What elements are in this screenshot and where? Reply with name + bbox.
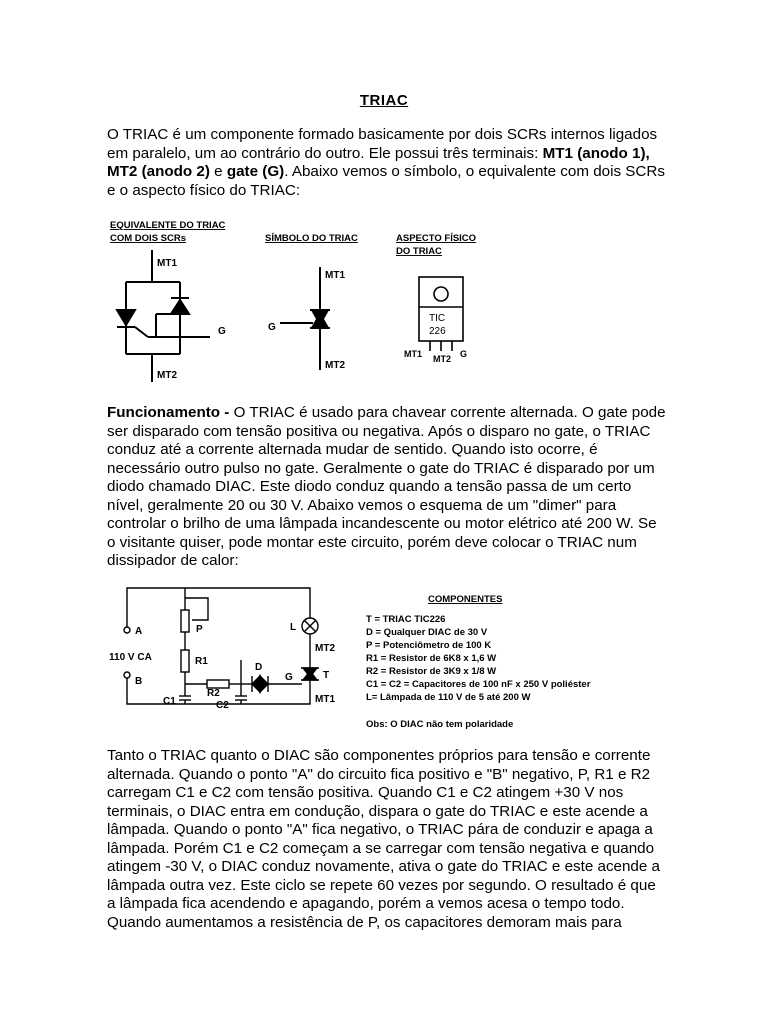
- aspect-title-line2: DO TRIAC: [396, 246, 442, 257]
- component-item: R1 = Resistor de 6K8 x 1,6 W: [366, 653, 497, 664]
- page-title: TRIAC: [359, 92, 409, 109]
- circuit-voltage-label: 110 V CA: [109, 652, 152, 663]
- circuit-d-label: D: [255, 662, 263, 673]
- chip-label-line1: TIC: [429, 313, 446, 324]
- triac-symbol: [280, 267, 330, 370]
- funcionamento-heading: Funcionamento -: [107, 404, 234, 421]
- funcionamento-text: O TRIAC é usado para chavear corrente alternada. O gate pode ser disparado com tensão positiva ou negativa. Após o disparo no gate, o TRIAC conduz até a corrente alternada mudar de sentido. Quando isto ocorre, é necessário outro pulso no gate. Geralmente o gate do TRIAC é disparado por um diodo chamado DIAC. Este diodo conduz quando a tensão passa de um certo nível, geralmente 20 ou 30 V. Abaixo vemos o esquema de um "dimer" para controlar o brilho de uma lâmpada incandescente ou motor elétrico até 200 W. Se o visitante quiser, pode montar este circuito, porém deve colocar o TRIAC num dissipador de calor:: [107, 404, 666, 569]
- equivalent-circuit: [117, 250, 210, 382]
- circuit-t-label: T: [323, 670, 330, 681]
- component-item: D = Qualquer DIAC de 30 V: [366, 627, 488, 638]
- package-mt1-label: MT1: [404, 349, 422, 359]
- intro-text-2: e: [209, 163, 227, 180]
- equivalent-title-line2: COM DOIS SCRs: [110, 233, 187, 244]
- symbol-g-label: G: [268, 322, 276, 333]
- component-item: T = TRIAC TIC226: [366, 614, 446, 625]
- circuit-mt2-label: MT2: [315, 643, 335, 654]
- symbol-title: SÍMBOLO DO TRIAC: [265, 233, 358, 244]
- circuit-c2-label: C2: [216, 700, 229, 711]
- circuit-l-label: L: [290, 622, 297, 633]
- symbol-mt2-label: MT2: [325, 360, 345, 371]
- triac-figure: [100, 210, 500, 390]
- intro-text-1: O TRIAC é um componente formado basicamente por dois SCRs internos ligados em paralelo, um ao contrário do outro. Ele possui três terminais:: [107, 126, 658, 162]
- components-note: Obs: O DIAC não tem polaridade: [366, 719, 514, 730]
- component-item: C1 = C2 = Capacitores de 100 nF x 250 V poliéster: [366, 679, 591, 690]
- package-mt2-label: MT2: [433, 354, 451, 364]
- circuit-c1-label: C1: [163, 696, 176, 707]
- equivalent-mt1-label: MT1: [157, 258, 177, 269]
- circuit-g-label: G: [285, 672, 293, 683]
- symbol-mt1-label: MT1: [325, 270, 345, 281]
- equivalent-g-label: G: [218, 326, 226, 337]
- component-item: L= Lâmpada de 110 V de 5 até 200 W: [366, 692, 531, 703]
- intro-bold-2: gate (G): [226, 163, 285, 180]
- package-g-label: G: [460, 349, 468, 359]
- circuit-a-label: A: [135, 626, 143, 637]
- intro-bold-1: MT1 (anodo 1), MT2 (anodo 2): [107, 144, 650, 180]
- dimmer-circuit: [105, 580, 345, 715]
- chip-label-line2: 226: [429, 326, 446, 337]
- component-item: P = Potenciômetro de 100 K: [366, 640, 492, 651]
- circuit-mt1-label: MT1: [315, 694, 335, 705]
- components-heading: COMPONENTES: [428, 594, 503, 605]
- component-item: R2 = Resistor de 3K9 x 1/8 W: [366, 666, 497, 677]
- closing-paragraph: Tanto o TRIAC quanto o DIAC são componentes próprios para tensão e corrente alternada. Quando o ponto "A" do circuito fica positivo e "B" negativo, P, R1 e R2 carregam C1 e C2 com tensão positiva. Quando C1 e C2 atingem +30 V nos terminais, o DIAC entra em condução, dispara o gate do TRIAC e este acende a lâmpada. Quando o ponto "A" fica negativo, o TRIAC pára de conduzir e apaga a lâmpada. Porém C1 e C2 começam a se carregar com tensão negativa e quando atingem -30 V, o DIAC conduz novamente, ativa o gate do TRIAC e este acende a lâmpada outra vez. Este ciclo se repete 60 vezes por segundo. O resultado é que a lâmpada fica acendendo e apagando, porém a vemos acesa o tempo todo. Quando aumentamos a resistência de P, os capacitores demoram mais para: [107, 747, 660, 931]
- intro-text-3: . Abaixo vemos o símbolo, o equivalente com dois SCRs e o aspecto físico do TRIAC:: [107, 163, 665, 199]
- circuit-b-label: B: [135, 676, 143, 687]
- circuit-r2-label: R2: [207, 688, 220, 699]
- funcionamento-paragraph: [107, 404, 667, 571]
- equivalent-mt2-label: MT2: [157, 370, 177, 381]
- circuit-p-label: P: [196, 624, 203, 635]
- aspect-title-line1: ASPECTO FÍSICO: [396, 233, 477, 244]
- circuit-r1-label: R1: [195, 656, 208, 667]
- equivalent-title-line1: EQUIVALENTE DO TRIAC: [110, 220, 226, 231]
- intro-paragraph: [107, 126, 667, 200]
- components-list: [360, 588, 660, 734]
